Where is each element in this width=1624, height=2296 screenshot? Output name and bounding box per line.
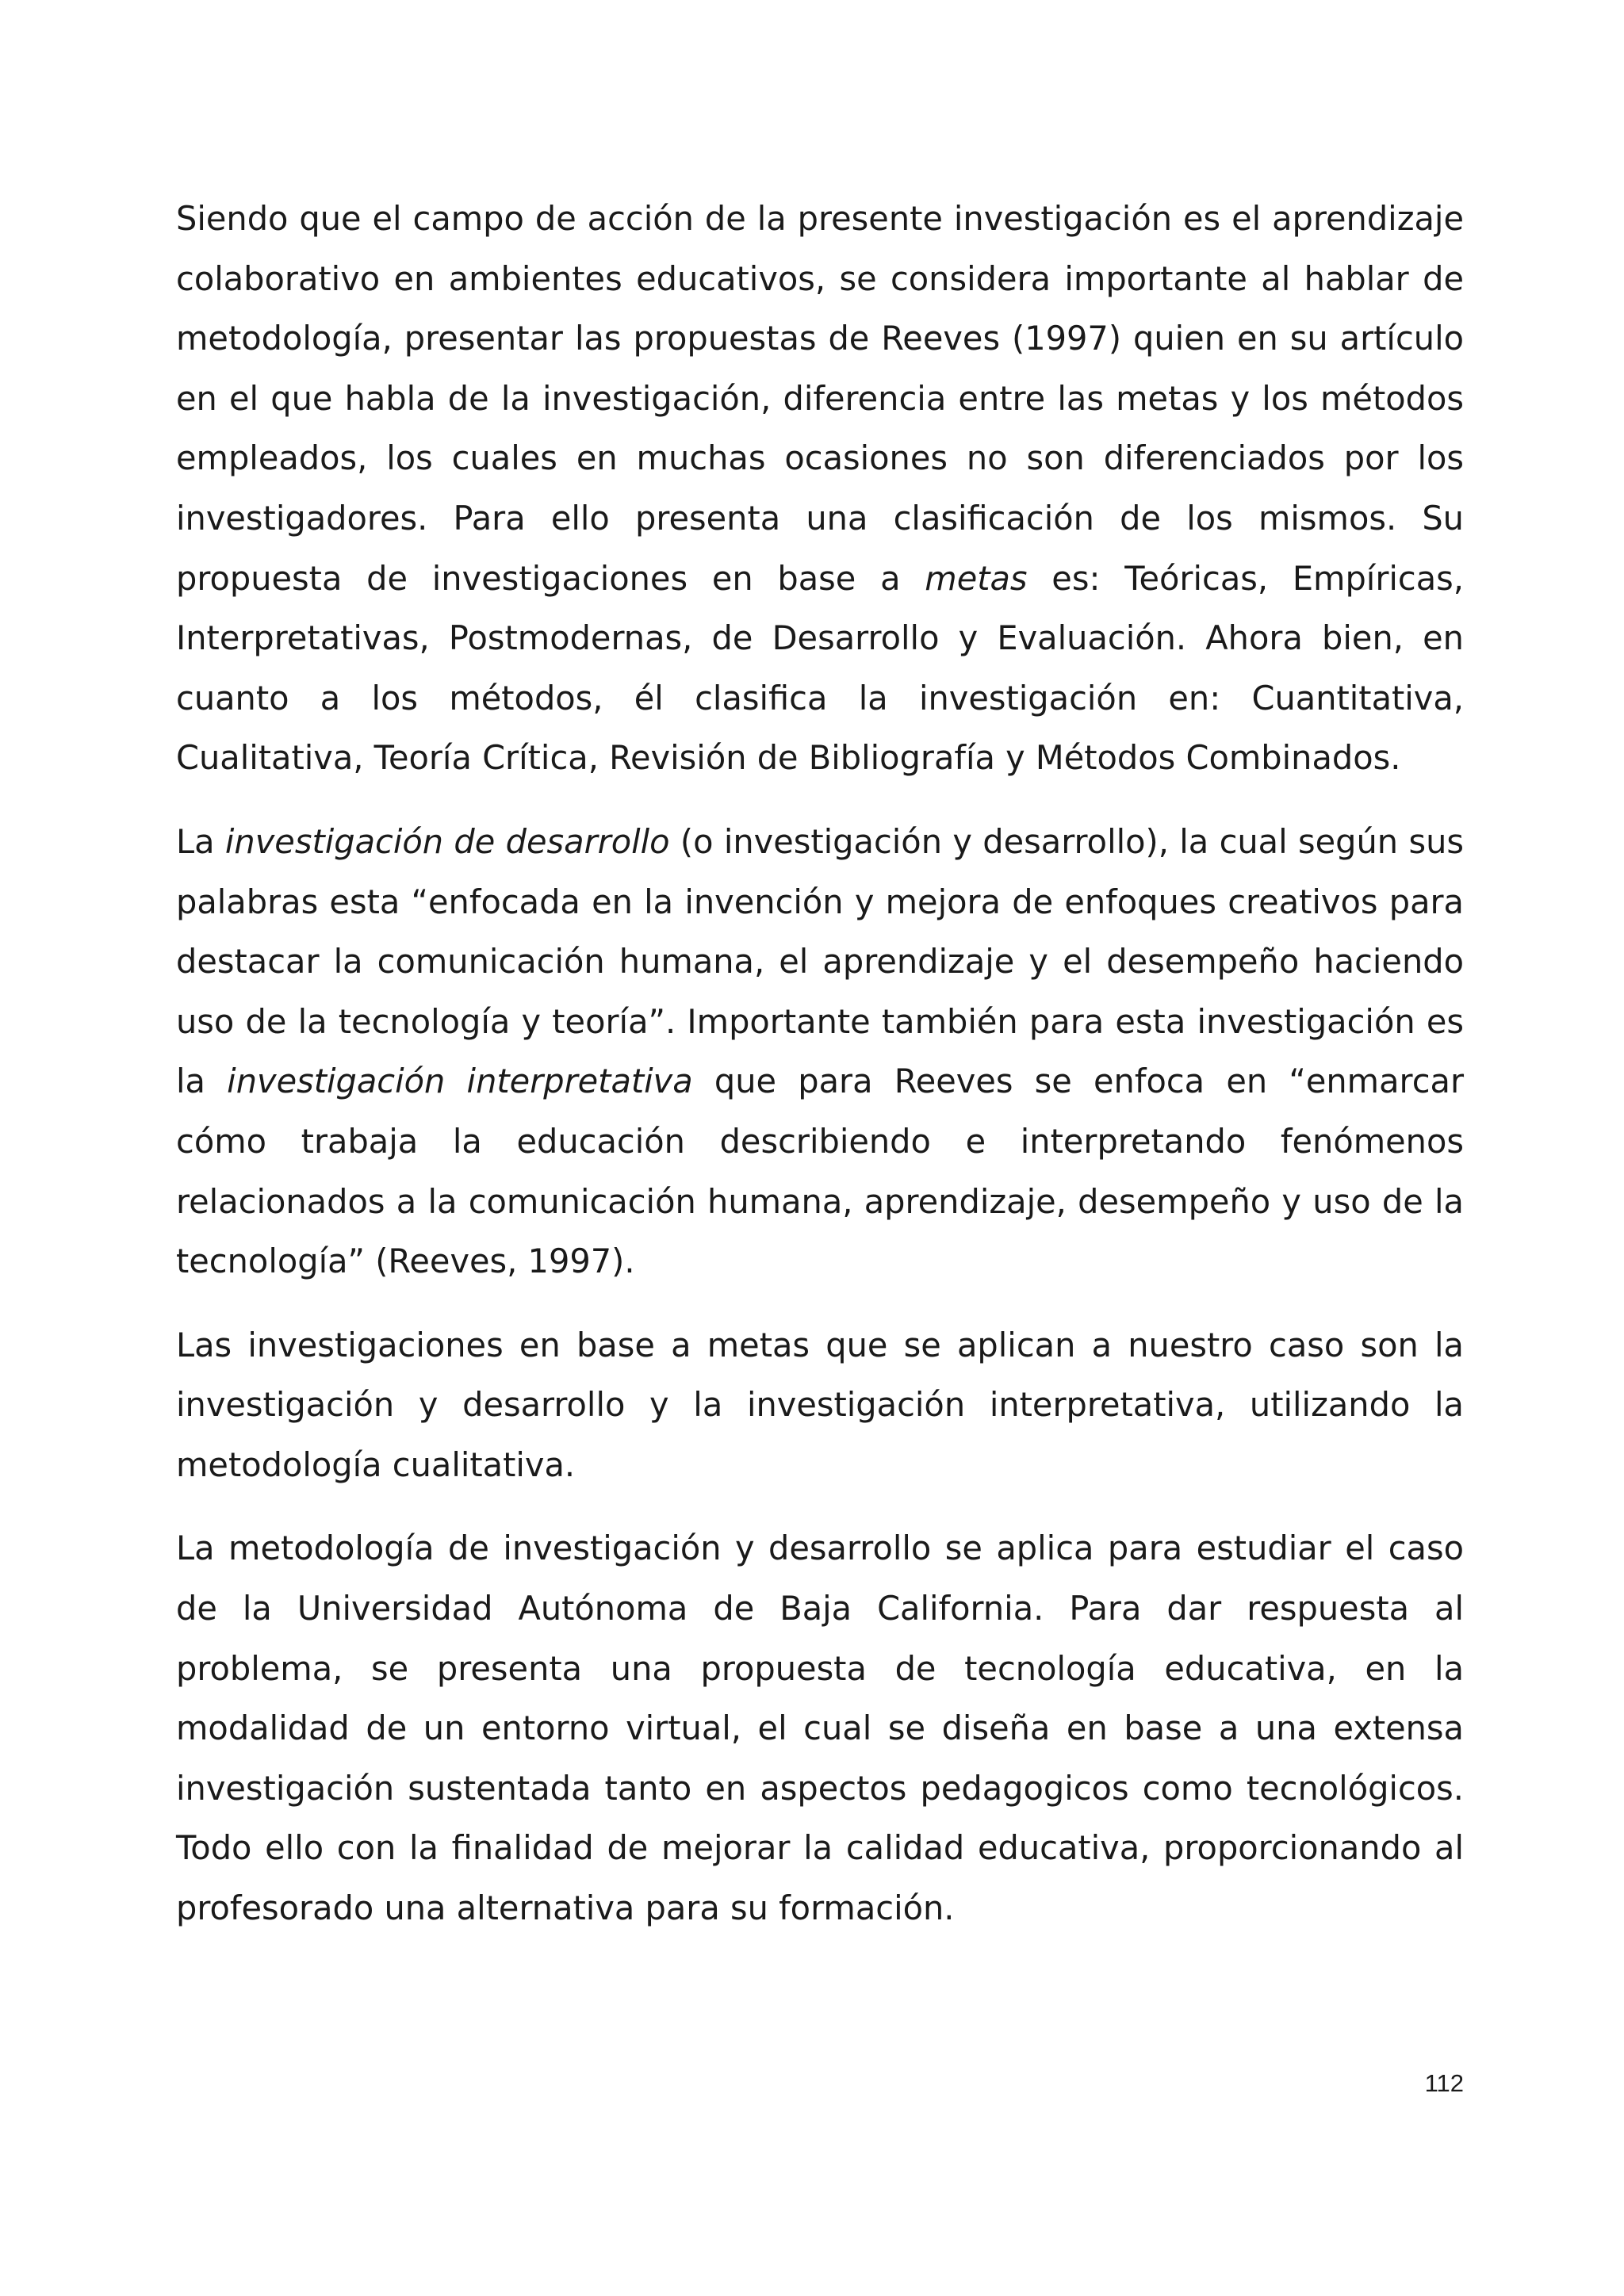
paragraph-2-italic-desarrollo: investigación de desarrollo xyxy=(224,821,670,861)
paragraph-3-text: Las investigaciones en base a metas que se aplican a nuestro caso son la investigación y desarrollo y la investigación interpretativa, utilizando la metodología cualitativa. xyxy=(176,1325,1464,1484)
paragraph-1-text-end: es: Teóricas, Empíricas, Interpretativas, Postmodernas, de Desarrollo y Evaluación. Ahora bien, en cuanto a los métodos, él clasifica la investigación en: Cuantitativa, Cualitativa, Teoría Crítica, Revisión de Bibliografía y Métodos Combinados. xyxy=(176,558,1464,778)
paragraph-1 xyxy=(176,189,1464,788)
paragraph-2 xyxy=(176,812,1464,1292)
paragraph-4 xyxy=(176,1518,1464,1938)
page-number: 112 xyxy=(1424,2069,1464,2097)
paragraph-2-text-end: que para Reeves se enfoca en “enmarcar cómo trabaja la educación describiendo e interpretando fenómenos relacionados a la comunicación humana, aprendizaje, desempeño y uso de la tecnología” (Reeves, 1997). xyxy=(176,1062,1465,1281)
paragraph-2-text-middle: (o investigación y desarrollo), la cual según sus palabras esta “enfocada en la invención y mejora de enfoques creativos para destacar la comunicación humana, el aprendizaje y el desempeño haciendo uso de la tecnología y teoría”. Importante también para esta investigación es la xyxy=(176,821,1464,1101)
paragraph-2-text: La xyxy=(176,821,225,861)
paragraph-2-italic-interpretativa: investigación interpretativa xyxy=(227,1062,693,1101)
body-text xyxy=(176,189,1464,1962)
paragraph-3 xyxy=(176,1315,1464,1495)
paragraph-1-italic-metas: metas xyxy=(925,558,1028,598)
paragraph-4-text: La metodología de investigación y desarrollo se aplica para estudiar el caso de la Universidad Autónoma de Baja California. Para dar respuesta al problema, se presenta una propuesta de tecnología educativa, en la modalidad de un entorno virtual, el cual se diseña en base a una extensa investigación sustentada tanto en aspectos pedagogicos como tecnológicos. Todo ello con la finalidad de mejorar la calidad educativa, proporcionando al profesorado una alternativa para su formación. xyxy=(176,1529,1464,1928)
paragraph-1-text: Siendo que el campo de acción de la presente investigación es el aprendizaje colaborativo en ambientes educativos, se considera importante al hablar de metodología, presentar las propuestas de Reeves (1997) quien en su artículo en el que habla de la investigación, diferencia entre las metas y los métodos empleados, los cuales en muchas ocasiones no son diferenciados por los investigadores. Para ello presenta una clasificación de los mismos. Su propuesta de investigaciones en base a xyxy=(176,199,1464,598)
